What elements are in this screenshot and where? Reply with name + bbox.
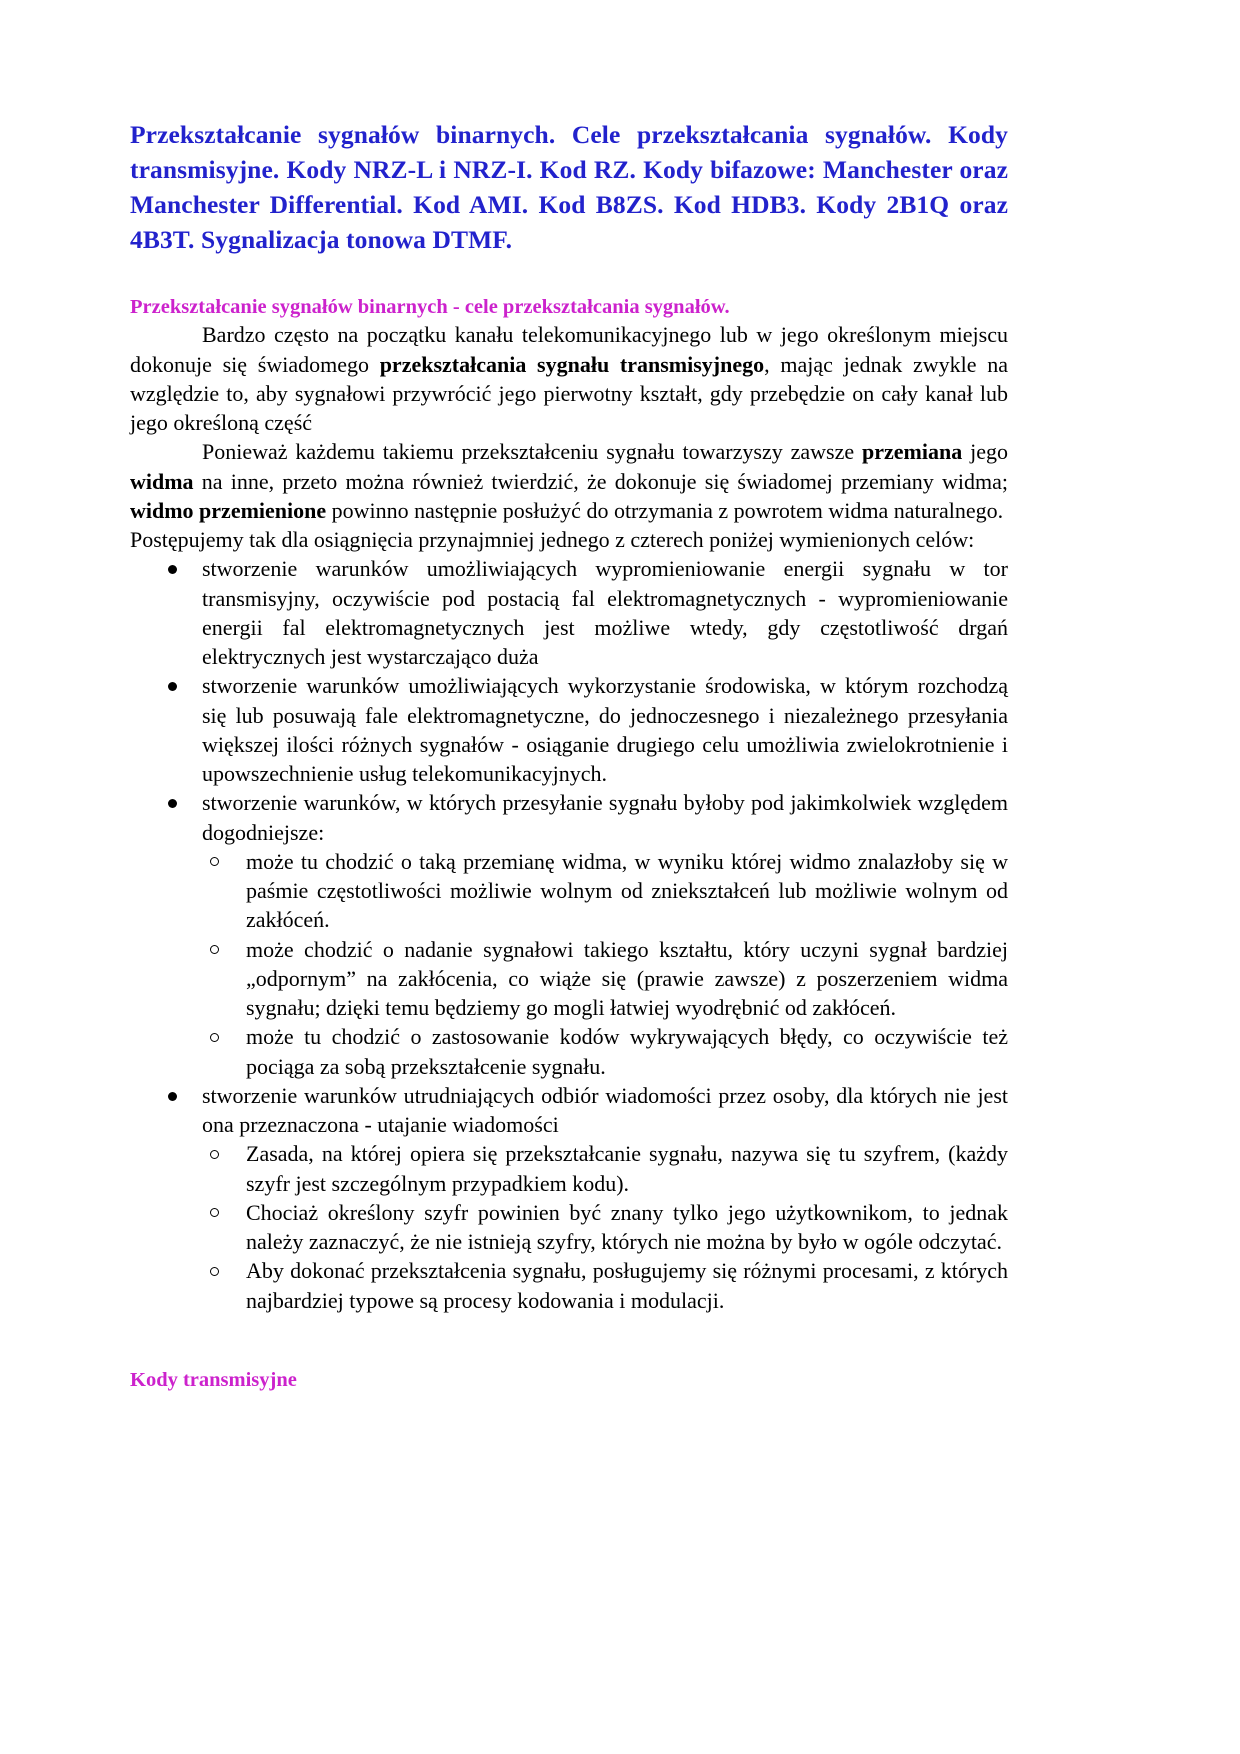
goals-sublist (202, 1139, 1008, 1315)
bullet-circle-icon (210, 945, 219, 954)
sub-list-item (202, 1139, 1008, 1198)
paragraph-1 (130, 320, 1008, 437)
sub-list-item (202, 1198, 1008, 1257)
sub-list-item (202, 1022, 1008, 1081)
paragraph-2-emphasis-a: przemiana (862, 439, 963, 465)
list-item (130, 788, 1008, 1081)
list-item-label: stworzenie warunków umożliwiających wypromieniowanie energii sygnału w tor transmisyjny, oczywiście pod postacią fal elektromagnetycznych - wypromieniowanie energii fal elektromagnetycznych jest możliwe wtedy, gdy częstotliwość drgań elektrycznych jest wystarczająco duża (202, 556, 1008, 670)
list-item-label: stworzenie warunków utrudniających odbiór wiadomości przez osoby, dla których nie jest ona przeznaczona - utajanie wiadomości (202, 1082, 1008, 1138)
bullet-circle-icon (210, 1033, 219, 1042)
paragraph-3: Postępujemy tak dla osiągnięcia przynajmniej jednego z czterech poniżej wymienionych celów: (130, 527, 975, 553)
bullet-circle-icon (210, 1150, 219, 1159)
sub-list-item-label: może tu chodzić o taką przemianę widma, w wyniku której widmo znalazłoby się w paśmie częstotliwości możliwie wolnym od zniekształceń lub możliwie wolnym od zakłóceń. (246, 848, 1008, 933)
goals-sublist (202, 847, 1008, 1081)
paragraph-2-text-b: jego (962, 439, 1008, 465)
bullet-dot-icon (168, 1092, 177, 1101)
document-title: Przekształcanie sygnałów binarnych. Cele przekształcania sygnałów. Kody transmisyjne. Kody NRZ-L i NRZ-I. Kod RZ. Kody bifazowe: Manchester oraz Manchester Differential. Kod AMI. Kod B8ZS. Kod HDB3. Kody 2B1Q oraz 4B3T. Sygnalizacja tonowa DTMF. (130, 120, 1008, 254)
goals-list (130, 554, 1008, 1315)
bullet-dot-icon (168, 565, 177, 574)
paragraph-2-emphasis-c: widmo przemienione (130, 497, 327, 523)
sub-list-item-label: Zasada, na której opiera się przekształcanie sygnału, nazywa się tu szyfrem, (każdy szyfr jest szczególnym przypadkiem kodu). (246, 1141, 1008, 1196)
bullet-circle-icon (210, 1208, 219, 1217)
sub-list-item (202, 1256, 1008, 1315)
closing-heading: Kody transmisyjne (130, 1368, 297, 1391)
list-item (130, 1081, 1008, 1315)
list-item-label: stworzenie warunków umożliwiających wykorzystanie środowiska, w którym rozchodzą się lub posuwają fale elektromagnetyczne, do jednoczesnego i niezależnego przesyłania większej ilości różnych sygnałów - osiąganie drugiego celu umożliwia zwielokrotnienie i upowszechnienie usług telekomunikacyjnych. (202, 673, 1008, 787)
paragraph-2 (130, 437, 1008, 525)
paragraph-2-text-a: Ponieważ każdemu takiemu przekształceniu sygnału towarzyszy zawsze (202, 439, 863, 465)
list-item (130, 671, 1008, 788)
section-heading: Przekształcanie sygnałów binarnych - cele przekształcania sygnałów. (130, 295, 730, 318)
bullet-circle-icon (210, 1267, 219, 1276)
paragraph-2-text-c: na inne, przeto można również twierdzić, że dokonuje się świadomej przemiany widma; (193, 468, 1008, 494)
list-item-label: stworzenie warunków, w których przesyłanie sygnału byłoby pod jakimkolwiek względem dogodniejsze: (202, 790, 1008, 845)
sub-list-item-label: Aby dokonać przekształcenia sygnału, posługujemy się różnymi procesami, z których najbardziej typowe są procesy kodowania i modulacji. (246, 1258, 1008, 1313)
sub-list-item-label: może chodzić o nadanie sygnałowi takiego kształtu, który uczyni sygnał bardziej „odpornym” na zakłócenia, co wiąże się (prawie zawsze) z poszerzeniem widma sygnału; dzięki temu będziemy go mogli łatwiej wyodrębnić od zakłóceń. (246, 936, 1008, 1021)
bullet-circle-icon (210, 857, 219, 866)
paragraph-1-text-b: , mając jednak zwykle na względzie to, aby sygnałowi przywrócić jego pierwotny kształt, gdy przebędzie on cały kanał lub jego określoną część (130, 351, 1008, 436)
paragraph-2-text-d: powinno następnie posłużyć do otrzymania z powrotem widma naturalnego. (326, 497, 1004, 523)
sub-list-item-label: Chociaż określony szyfr powinien być znany tylko jego użytkownikom, to jednak należy zaznaczyć, że nie istnieją szyfry, których nie można by było w ogóle odczytać. (246, 1199, 1008, 1255)
paragraph-1-text-a: Bardzo często na początku kanału telekomunikacyjnego lub w jego określonym miejscu dokonuje się świadomego (130, 322, 1008, 377)
bullet-dot-icon (168, 799, 177, 808)
paragraph-1-emphasis-a: przekształcania sygnału transmisyjnego (379, 351, 765, 377)
sub-list-item (202, 847, 1008, 935)
bullet-dot-icon (168, 682, 177, 691)
list-item (130, 554, 1008, 671)
sub-list-item-label: może tu chodzić o zastosowanie kodów wykrywających błędy, co oczywiście też pociąga za sobą przekształcenie sygnału. (246, 1024, 1008, 1079)
paragraph-2-emphasis-b: widma (130, 468, 194, 494)
sub-list-item (202, 935, 1008, 1023)
